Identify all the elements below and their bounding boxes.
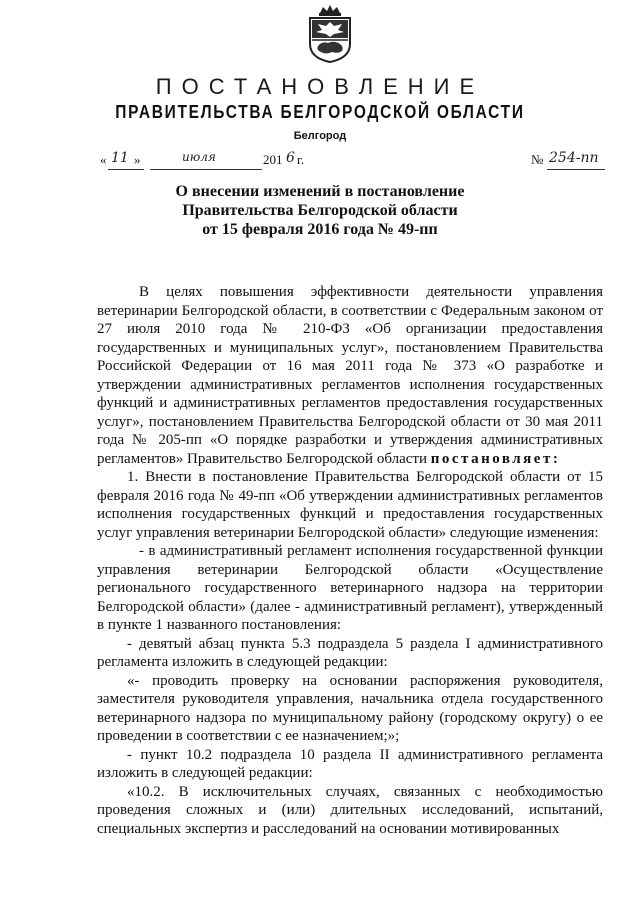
date-and-number-line <box>100 150 610 172</box>
issuer-heading: ПРАВИТЕЛЬСТВА БЕЛГОРОДСКОЙ ОБЛАСТИ <box>115 102 525 122</box>
paragraph-10-2-change: - пункт 10.2 подраздела 10 раздела II административного регламента изложить в следующей редакции: <box>97 746 603 781</box>
date-open-quote: « <box>100 152 107 167</box>
title-line-3: от 15 февраля 2016 года № 49-пп <box>202 221 438 238</box>
title-line-2: Правительства Белгородской области <box>182 202 458 219</box>
number-underline <box>547 169 605 170</box>
paragraph-5-3-change: - девятый абзац пункта 5.3 подраздела 5 раздела I административного регламента изложить в следующей редакции: <box>97 635 603 670</box>
document-title <box>0 182 640 239</box>
city-label: Белгород <box>293 130 347 142</box>
number-prefix: № <box>531 152 544 167</box>
document-number: 254-пп <box>549 150 599 166</box>
title-line-1: О внесении изменений в постановление <box>175 183 465 200</box>
date-year-suffix: 6 <box>286 150 295 166</box>
item-1-paragraph: 1. Внести в постановление Правительства Белгородской области от 15 февраля 2016 года № 49-пп «Об утверждении административных регламентов исполнения государственных функций и предоставления государственных услуг управления ветеринарии Белгородской области» следующие изменения: <box>97 469 603 541</box>
date-close-quote: » <box>134 152 141 167</box>
date-month: июля <box>182 150 216 164</box>
coat-of-arms-emblem <box>304 4 356 64</box>
document-body <box>97 283 603 838</box>
month-underline <box>150 169 262 170</box>
paragraph-5-3-new-text: «- проводить проверку на основании распоряжения руководителя, заместителя руководителя управления, начальника отдела государственного ветеринарного надзора по муниципальному району (городскому округу) о ее проведении в соответствии с ее назначением;»; <box>97 672 603 744</box>
date-year-prefix: 201 <box>263 152 283 167</box>
document-type-heading: ПОСТАНОВЛЕНИЕ <box>155 74 485 99</box>
preamble-paragraph <box>97 283 603 468</box>
preamble-text: В целях повышения эффективности деятельности управления ветеринарии Белгородской области, в соответствии с Федеральным законом от 27 июля 2010 года № 210-ФЗ «Об организации предоставления государственных и муниципальных услуг», постановлением Правительства Российской Федерации от 16 мая 2011 года № 373 «О разработке и утверждении административных регламентов исполнения государственных функций и административных регламентов предоставления государственных услуг», постановлением Правительства Белгородской области от 30 мая 2011 года № 205-пп «О порядке разработки и утверждения административных регламентов» Правительство Белгородской области <box>97 284 603 467</box>
date-day: 11 <box>111 150 129 166</box>
regulation-change-paragraph: - в административный регламент исполнения государственной функции управления ветеринарии Белгородской области «Осуществление регионального государственного ветеринарного надзора на территории Белгородской области» (далее - административный регламент), утвержденный в пункте 1 названного постановления: <box>97 543 603 633</box>
paragraph-10-2-new-text: «10.2. В исключительных случаях, связанных с необходимостью проведения сложных и (или) длительных исследований, испытаний, специальных экспертиз и расследований на основании мотивированных <box>97 783 603 837</box>
decree-word: постановляет: <box>430 450 561 467</box>
day-underline <box>108 169 144 170</box>
date-year-end: г. <box>297 152 305 167</box>
